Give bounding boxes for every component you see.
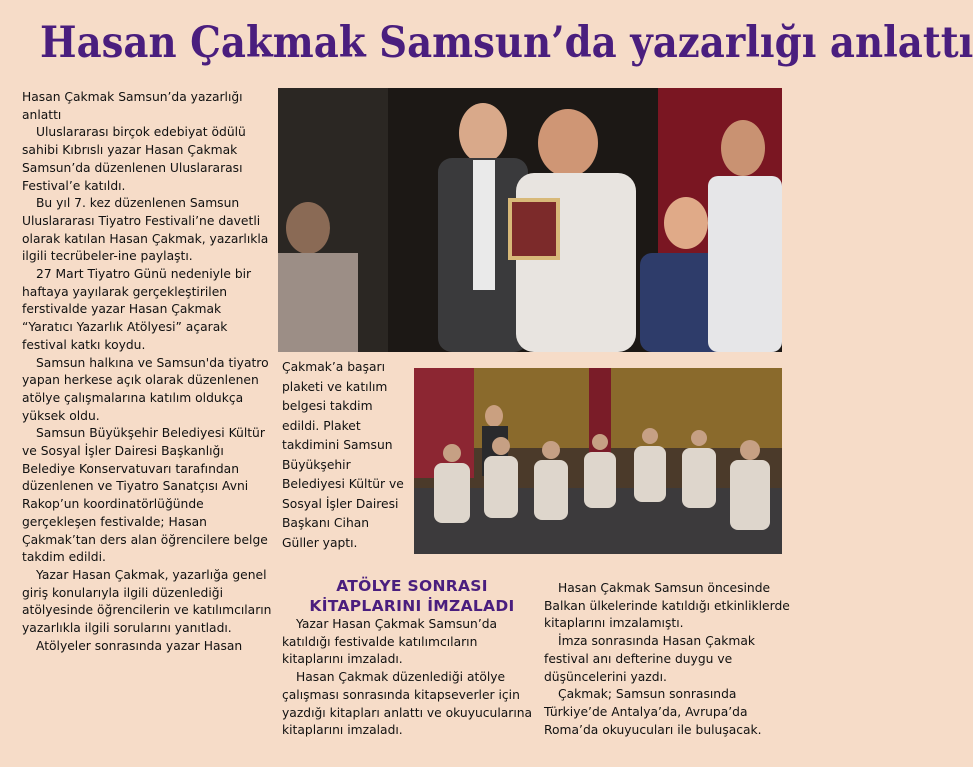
paragraph: Atölyeler sonrasında yazar Hasan (36, 638, 243, 653)
paragraph: İmza sonrasında Hasan Çakmak festival anı defterine duygu ve düşüncelerini yazdı. (544, 634, 755, 684)
paragraph: Hasan Çakmak Samsun’da yazarlığı anlattı (22, 90, 243, 122)
paragraph: Uluslararası birçok edebiyat ödülü sahibi Kıbrıslı yazar Hasan Çakmak Samsun’da düzenlenen Uluslararası Festival’e katıldı. (22, 125, 246, 193)
photo-caption (282, 358, 406, 553)
caption-text: Çakmak’a başarı plaketi ve katılım belgesi takdim edildi. Plaket takdimini Samsun Büyükşehir Belediyesi Kültür ve Sosyal İşler Dairesi Başkanı Cihan Güller yaptı. (282, 360, 404, 550)
award-ceremony-photo (278, 88, 782, 352)
article-column-2 (282, 616, 540, 740)
paragraph: Bu yıl 7. kez düzenlenen Samsun Uluslararası Tiyatro Festivali’ne davetli olarak katılan Hasan Çakmak, yazarlıkla ilgili tecrübeler-ine paylaştı. (22, 196, 269, 264)
paragraph: 27 Mart Tiyatro Günü nedeniyle bir haftaya yayılarak gerçekleştirilen ferstivalde yazar Hasan Çakmak “Yaratıcı Yazarlık Atölyesi” açarak festival katkı koydu. (22, 267, 252, 352)
paragraph: Samsun Büyükşehir Belediyesi Kültür ve Sosyal İşler Dairesi Başkanlığı Belediye Konservatuvarı tarafından düzenlenen ve Tiyatro Sanatçısı Avni Rakop’un koordinatörlüğünde gerçekleşen festivalde; Hasan Çakmak’tan ders alan öğrencilere belge takdim edildi. (22, 426, 268, 565)
paragraph: Samsun halkına ve Samsun'da tiyatro yapan herkese açık olarak düzenlenen atölye çalışmalarına katılım oldukça yüksek oldu. (22, 355, 269, 423)
section-subheading: ATÖLYE SONRASI KİTAPLARINI İMZALADI (309, 577, 515, 615)
paragraph: Hasan Çakmak Samsun öncesinde Balkan ülkelerinde katıldığı etkinliklerde kitaplarını imzalamıştı. (544, 581, 790, 631)
paragraph: Yazar Hasan Çakmak Samsun’da katıldığı festivalde katılımcıların kitaplarını imzaladı. (282, 617, 498, 667)
article-column-1 (22, 89, 274, 656)
paragraph: Hasan Çakmak düzenlediği atölye çalışması sonrasında kitapseverler için yazdığı kitapları anlattı ve okuyucularına kitaplarını imzaladı. (282, 670, 533, 738)
headline: Hasan Çakmak Samsun’da yazarlığı anlattı (40, 18, 973, 68)
workshop-photo (414, 368, 782, 554)
article-column-3 (544, 580, 794, 739)
paragraph: Çakmak; Samsun sonrasında Türkiye’de Antalya’da, Avrupa’da Roma’da okuyucuları ile buluşacak. (544, 687, 762, 737)
paragraph: Yazar Hasan Çakmak, yazarlığa genel giriş konularıyla ilgili düzenlediği atölyesinde öğrencilerin ve katılımcıların yazarlıkla ilgili sorularını yanıtladı. (22, 567, 272, 636)
